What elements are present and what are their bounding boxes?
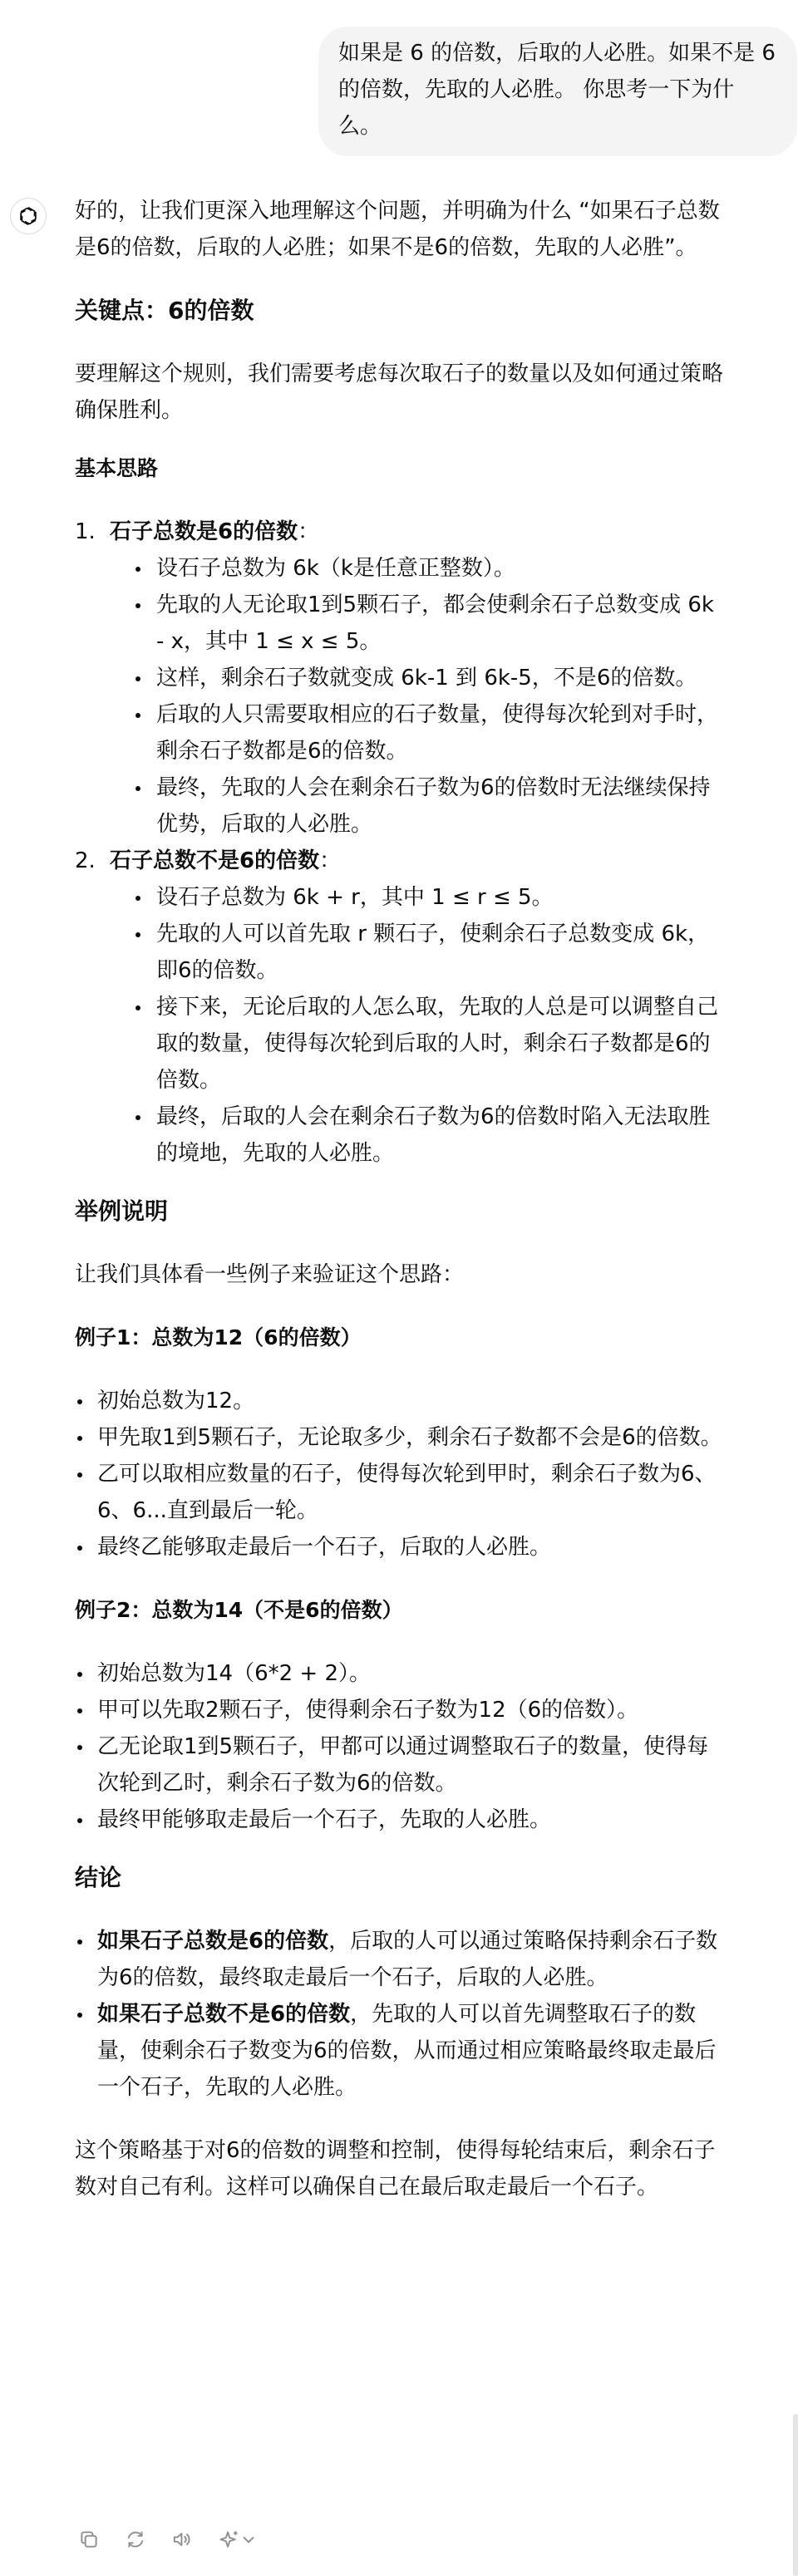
model-sparkle-icon [218,2529,258,2550]
example-intro: 让我们具体看一些例子来验证这个思路： [75,1262,465,1287]
key-paragraph: 要理解这个规则，我们需要考虑每次取石子的数量以及如何通过策略确保胜利。 [75,361,724,423]
list-item: 最终，先取的人会在剩余石子数为6的倍数时无法继续保持优势，后取的人必胜。 [132,769,723,843]
case-item-1 [75,514,723,843]
list-item: 最终，后取的人会在剩余石子数为6的倍数时陷入无法取胜的境地，先取的人必胜。 [132,1099,723,1172]
conclusion-bold: 如果石子总数不是6的倍数 [97,2002,351,2027]
conclusion-bullets [75,1923,723,2106]
case-title: 石子总数不是6的倍数 [110,848,320,873]
copy-button[interactable] [75,2525,103,2554]
example-1-title: 例子1：总数为12（6的倍数） [75,1325,362,1349]
basic-heading: 基本思路 [75,456,159,480]
cases-list [75,514,723,1172]
assistant-message [75,193,723,2205]
list-item: 初始总数为12。 [75,1383,723,1419]
case-title: 石子总数是6的倍数 [110,519,298,544]
case-bullets [110,550,723,843]
scrollbar[interactable] [793,2414,798,2576]
list-item: 这样，剩余石子数就变成 6k-1 到 6k-5，不是6的倍数。 [132,660,723,696]
list-item: 最终甲能够取走最后一个石子，先取的人必胜。 [75,1802,723,1838]
list-item: 乙无论取1到5颗石子，甲都可以通过调整取石子的数量，使得每次轮到乙时，剩余石子数为6的倍数。 [75,1728,723,1802]
regenerate-icon [125,2529,146,2550]
read-aloud-button[interactable] [168,2525,196,2554]
list-item: 最终乙能够取走最后一个石子，后取的人必胜。 [75,1529,723,1566]
list-item: 乙可以取相应数量的石子，使得每次轮到甲时，剩余石子数为6、6、6...直到最后一轮。 [75,1456,723,1529]
list-item [75,1996,723,2106]
list-item: 甲先取1到5颗石子，无论取多少，剩余石子数都不会是6的倍数。 [75,1419,723,1456]
switch-model-button[interactable] [214,2525,261,2554]
user-message-bubble [318,27,797,156]
list-item: 设石子总数为 6k（k是任意正整数）。 [132,550,723,587]
message-action-bar [75,2524,261,2554]
list-item: 先取的人可以首先取 r 颗石子，使剩余石子总数变成 6k，即6的倍数。 [132,916,723,989]
case-bullets [110,879,723,1172]
assistant-avatar [10,198,47,234]
example-heading: 举例说明 [75,1197,169,1225]
list-item: 初始总数为14（6*2 + 2）。 [75,1655,723,1692]
list-item: 设石子总数为 6k + r，其中 1 ≤ r ≤ 5。 [132,879,723,916]
case-colon: ： [298,519,320,544]
list-item: 后取的人只需要取相应的石子数量，使得每次轮到对手时，剩余石子数都是6的倍数。 [132,696,723,769]
list-item [75,1923,723,1996]
regenerate-button[interactable] [121,2525,150,2554]
case-colon: ： [319,848,342,873]
example-2-title: 例子2：总数为14（不是6的倍数） [75,1598,403,1622]
example-1-bullets [75,1383,723,1566]
example-2-bullets [75,1655,723,1838]
case-number: 2. [75,848,96,873]
list-item: 甲可以先取2颗石子，使得剩余石子数为12（6的倍数）。 [75,1692,723,1728]
list-item: 先取的人无论取1到5颗石子，都会使剩余石子总数变成 6k - x，其中 1 ≤ x ≤ 5。 [132,587,723,660]
key-heading: 关键点：6的倍数 [75,297,254,324]
list-item: 接下来，无论后取的人怎么取，先取的人总是可以调整自己取的数量，使得每次轮到后取的人时，剩余石子数都是6的倍数。 [132,989,723,1099]
conclusion-text: ，后取的人可以通过策略保持剩余石子数为6的倍数，最终取走最后一个石子，后取的人必胜。 [97,1929,718,1990]
read-aloud-icon [171,2529,193,2550]
intro-paragraph: 好的，让我们更深入地理解这个问题，并明确为什么 “如果石子总数是6的倍数，后取的人必胜；如果不是6的倍数，先取的人必胜”。 [75,199,720,260]
conclusion-heading: 结论 [75,1864,122,1891]
copy-icon [78,2529,100,2550]
final-paragraph: 这个策略基于对6的倍数的调整和控制，使得每轮结束后，剩余石子数对自己有利。这样可以确保自己在最后取走最后一个石子。 [75,2138,716,2200]
conclusion-text: ，先取的人可以首先调整取石子的数量，使剩余石子数变为6的倍数，从而通过相应策略最终取走最后一个石子，先取的人必胜。 [97,2002,717,2100]
openai-logo-icon [17,204,40,228]
user-message-text: 如果是 6 的倍数，后取的人必胜。如果不是 6 的倍数，先取的人必胜。 你思考一下为什么。 [338,41,776,139]
case-item-2 [75,843,723,1172]
case-number: 1. [75,519,96,544]
conclusion-bold: 如果石子总数是6的倍数 [97,1929,329,1954]
